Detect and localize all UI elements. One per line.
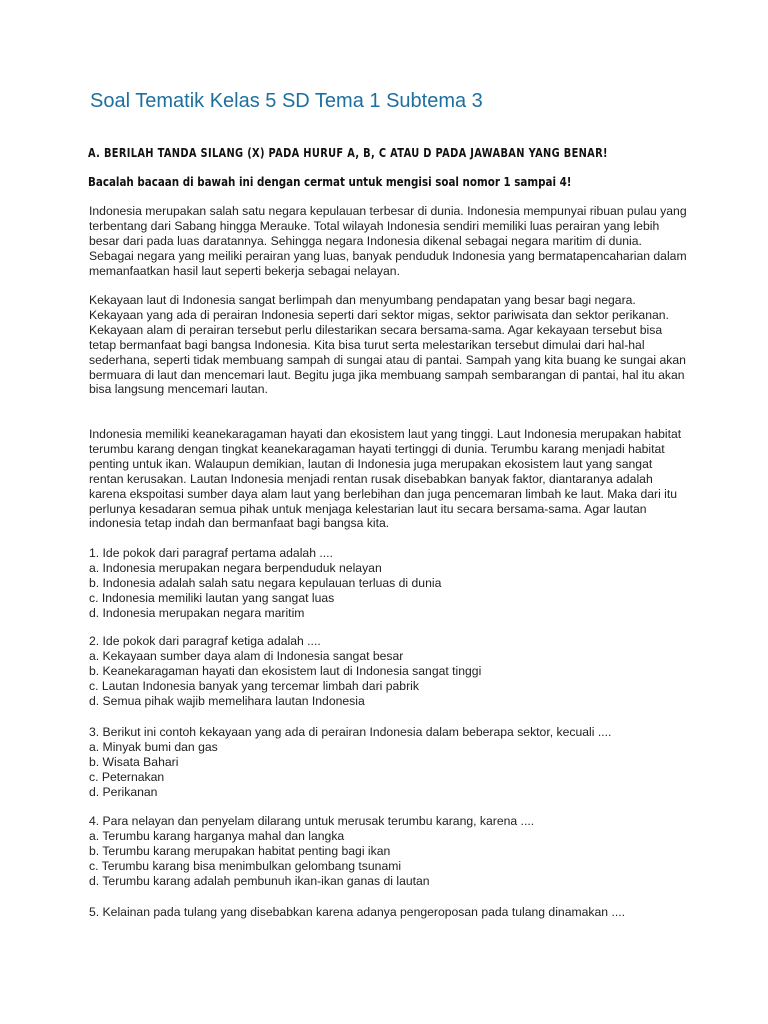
paragraph-3: Indonesia memiliki keanekaragaman hayati dan ekosistem laut yang tinggi. Laut Indonesia merupakan habitat terumbu karang dengan tingkat keanekaragaman hayati tertinggi di dunia. Terumbu karang menjadi habitat penting untuk ikan. Walaupun demikian, lautan di Indonesia juga merupakan ekosistem laut yang sangat rentan kerusakan. Lautan Indonesia menjadi rentan rusak disebabkan banyak faktor, diantaranya adalah karena ekspoitasi sumber daya alam laut yang berlebihan dan juga pencemaran limbah ke laut. Maka dari itu perlunya kesadaran semua pihak untuk menjaga kelestarian laut itu secara bersama-sama. Agar lautan indonesia tetap indah dan bermanfaat bagi bangsa kita. (89, 427, 682, 531)
question-text: 1. Ide pokok dari paragraf pertama adalah .... (89, 546, 333, 560)
option-b: b. Terumbu karang merupakan habitat penting bagi ikan (89, 843, 391, 858)
reading-instruction: Bacalah bacaan di bawah ini dengan cermat untuk mengisi soal nomor 1 sampai 4! (88, 175, 572, 189)
option-a: a. Minyak bumi dan gas (89, 739, 218, 754)
page-title: Soal Tematik Kelas 5 SD Tema 1 Subtema 3 (90, 90, 483, 112)
question-text: 3. Berikut ini contoh kekayaan yang ada di perairan Indonesia dalam beberapa sektor, kecuali .... (89, 725, 612, 739)
paragraph-2: Kekayaan laut di Indonesia sangat berlimpah dan menyumbang pendapatan yang besar bagi negara. Kekayaan yang ada di perairan Indonesia seperti dari sektor migas, sektor pariwisata dan sektor perikanan. Kekayaan alam di perairan tersebut perlu dilestarikan secara bersama-sama. Agar kekayaan tersebut bisa tetap bermanfaat bagi bangsa Indonesia. Kita bisa turut serta melestarikan tersebut dimulai dari hal-hal sederhana, seperti tidak membuang sampah di sungai atau di pantai. Sampah yang kita buang ke sungai akan bermuara di laut dan mencemari laut. Begitu juga jika membuang sampah sembarangan di pantai, hal itu akan bisa langsung mencemari lautan. (89, 293, 686, 397)
question-text: 5. Kelainan pada tulang yang disebabkan karena adanya pengeroposan pada tulang dinamakan .... (89, 905, 625, 919)
option-b: b. Keanekaragaman hayati dan ekosistem laut di Indonesia sangat tinggi (89, 663, 482, 678)
option-c: c. Peternakan (89, 769, 165, 784)
option-a: a. Indonesia merupakan negara berpenduduk nelayan (89, 560, 382, 575)
option-a: a. Terumbu karang harganya mahal dan langka (89, 828, 345, 843)
option-d: d. Semua pihak wajib memelihara lautan Indonesia (89, 693, 365, 708)
question-text: 4. Para nelayan dan penyelam dilarang untuk merusak terumbu karang, karena .... (89, 814, 535, 828)
option-d: d. Indonesia merupakan negara maritim (89, 605, 305, 620)
option-c: c. Indonesia memiliki lautan yang sangat luas (89, 590, 335, 605)
question-5 (89, 905, 689, 920)
question-3 (89, 725, 689, 800)
question-1 (89, 546, 689, 621)
paragraph-1: Indonesia merupakan salah satu negara kepulauan terbesar di dunia. Indonesia mempunyai ribuan pulau yang terbentang dari Sabang hingga Merauke. Total wilayah Indonesia sendiri memiliki luas perairan yang lebih besar dari pada luas daratannya. Sehingga negara Indonesia dikenal sebagai negara maritim di dunia. Sebagai negara yang meiliki perairan yang luas, banyak penduduk Indonesia yang bermatapencaharian dalam memanfaatkan hasil laut seperti bekerja sebagai nelayan. (89, 204, 687, 278)
question-2 (89, 634, 689, 709)
option-d: d. Perikanan (89, 784, 158, 799)
option-d: d. Terumbu karang adalah pembunuh ikan-ikan ganas di lautan (89, 873, 430, 888)
question-text: 2. Ide pokok dari paragraf ketiga adalah .... (89, 634, 321, 648)
option-c: c. Lautan Indonesia banyak yang tercemar limbah dari pabrik (89, 678, 419, 693)
option-a: a. Kekayaan sumber daya alam di Indonesia sangat besar (89, 648, 404, 663)
question-4 (89, 814, 689, 889)
option-c: c. Terumbu karang bisa menimbulkan gelombang tsunami (89, 858, 402, 873)
section-instruction: A. BERILAH TANDA SILANG (X) PADA HURUF A, B, C ATAU D PADA JAWABAN YANG BENAR! (88, 146, 608, 160)
option-b: b. Indonesia adalah salah satu negara kepulauan terluas di dunia (89, 575, 442, 590)
option-b: b. Wisata Bahari (89, 754, 179, 769)
